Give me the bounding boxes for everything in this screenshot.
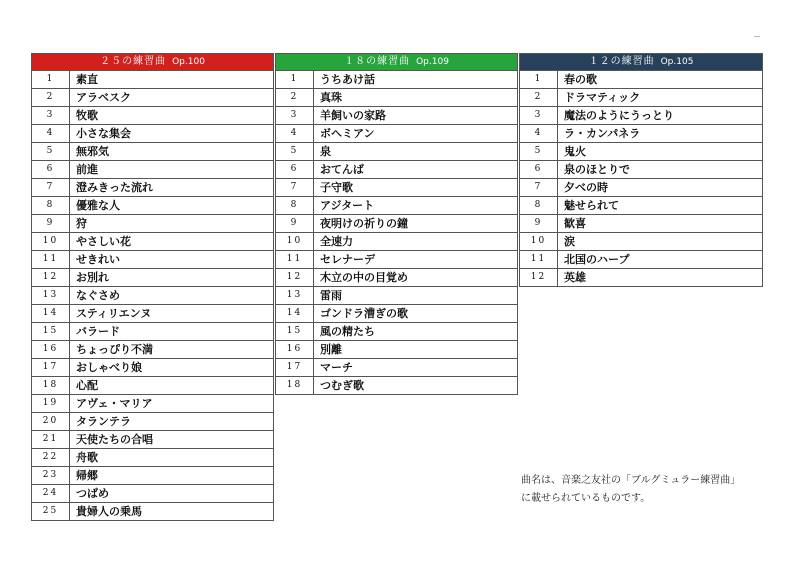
row-number: 7 — [520, 179, 558, 197]
table-row — [276, 341, 518, 359]
row-title: せきれい — [70, 251, 274, 269]
row-number: 6 — [276, 161, 314, 179]
row-title: アヴェ・マリア — [70, 395, 274, 413]
row-title: 前進 — [70, 161, 274, 179]
row-title: つむぎ歌 — [314, 377, 518, 395]
table-row — [32, 395, 274, 413]
row-number: 2 — [276, 89, 314, 107]
row-title: スティリエンヌ — [70, 305, 274, 323]
row-number: 22 — [32, 449, 70, 467]
table-row — [32, 287, 274, 305]
row-title: うちあけ話 — [314, 71, 518, 89]
table-row — [276, 107, 518, 125]
table-row — [520, 233, 763, 251]
row-title: ゴンドラ漕ぎの歌 — [314, 305, 518, 323]
row-title: マーチ — [314, 359, 518, 377]
row-title: 別離 — [314, 341, 518, 359]
row-number: 7 — [32, 179, 70, 197]
table-row — [32, 503, 274, 521]
table-row — [276, 215, 518, 233]
row-number: 24 — [32, 485, 70, 503]
row-title: 歓喜 — [558, 215, 763, 233]
row-title: 鬼火 — [558, 143, 763, 161]
table-row — [276, 179, 518, 197]
row-title: 無邪気 — [70, 143, 274, 161]
table-row — [520, 89, 763, 107]
row-title: 泉 — [314, 143, 518, 161]
footnote — [521, 472, 781, 508]
table-row — [32, 233, 274, 251]
row-title: 帰郷 — [70, 467, 274, 485]
table-op105 — [519, 53, 763, 287]
row-title: 羊飼いの家路 — [314, 107, 518, 125]
table-row — [32, 125, 274, 143]
row-number: 17 — [32, 359, 70, 377]
row-title: 狩 — [70, 215, 274, 233]
row-number: 17 — [276, 359, 314, 377]
row-number: 16 — [276, 341, 314, 359]
table-header-row — [32, 54, 274, 71]
table-header-row — [520, 54, 763, 71]
row-title: 真珠 — [314, 89, 518, 107]
scan-mark — [754, 36, 760, 37]
row-number: 6 — [520, 161, 558, 179]
table-row — [276, 233, 518, 251]
table-row — [276, 287, 518, 305]
row-number: 8 — [32, 197, 70, 215]
table-row — [32, 251, 274, 269]
table-row — [32, 359, 274, 377]
table-row — [276, 251, 518, 269]
row-title: バラード — [70, 323, 274, 341]
row-number: 14 — [276, 305, 314, 323]
table-heading — [276, 54, 518, 71]
row-number: 5 — [520, 143, 558, 161]
row-number: 15 — [276, 323, 314, 341]
row-title: 魅せられて — [558, 197, 763, 215]
row-title: 澄みきった流れ — [70, 179, 274, 197]
row-number: 2 — [32, 89, 70, 107]
row-number: 15 — [32, 323, 70, 341]
row-title: お別れ — [70, 269, 274, 287]
row-number: 1 — [32, 71, 70, 89]
row-title: 牧歌 — [70, 107, 274, 125]
row-number: 9 — [32, 215, 70, 233]
table-row — [276, 161, 518, 179]
row-title: 春の歌 — [558, 71, 763, 89]
table-row — [32, 449, 274, 467]
table-heading — [520, 54, 763, 71]
table-row — [520, 269, 763, 287]
table-row — [32, 413, 274, 431]
row-title: 優雅な人 — [70, 197, 274, 215]
table-header-row — [276, 54, 518, 71]
row-number: 4 — [276, 125, 314, 143]
row-title: タランテラ — [70, 413, 274, 431]
row-number: 9 — [276, 215, 314, 233]
row-number: 8 — [276, 197, 314, 215]
row-number: 2 — [520, 89, 558, 107]
row-number: 9 — [520, 215, 558, 233]
table-row — [276, 305, 518, 323]
table-heading — [32, 54, 274, 71]
table-row — [32, 179, 274, 197]
table-row — [32, 377, 274, 395]
row-number: 12 — [276, 269, 314, 287]
table-row — [276, 269, 518, 287]
table-row — [32, 341, 274, 359]
table-row — [32, 305, 274, 323]
row-number: 11 — [276, 251, 314, 269]
footnote-line: 曲名は、音楽之友社の「ブルグミュラー練習曲」 — [521, 475, 741, 486]
table-row — [32, 323, 274, 341]
row-title: セレナーデ — [314, 251, 518, 269]
row-title: なぐさめ — [70, 287, 274, 305]
row-title: 風の精たち — [314, 323, 518, 341]
row-number: 25 — [32, 503, 70, 521]
table-row — [276, 197, 518, 215]
table-row — [32, 161, 274, 179]
table-row — [32, 431, 274, 449]
row-title: 心配 — [70, 377, 274, 395]
row-title: 全速力 — [314, 233, 518, 251]
row-title: 英雄 — [558, 269, 763, 287]
row-number: 10 — [520, 233, 558, 251]
table-heading-opus: Op.109 — [416, 57, 449, 67]
row-title: やさしい花 — [70, 233, 274, 251]
row-number: 12 — [32, 269, 70, 287]
table-row — [32, 143, 274, 161]
row-number: 1 — [276, 71, 314, 89]
row-number: 5 — [276, 143, 314, 161]
table-row — [520, 179, 763, 197]
row-number: 21 — [32, 431, 70, 449]
table-op100 — [31, 53, 274, 521]
table-op109 — [275, 53, 518, 395]
row-title: 涙 — [558, 233, 763, 251]
table-row — [32, 107, 274, 125]
row-title: おてんば — [314, 161, 518, 179]
table-row — [520, 161, 763, 179]
table-row — [32, 269, 274, 287]
table-row — [32, 467, 274, 485]
row-number: 11 — [32, 251, 70, 269]
row-number: 7 — [276, 179, 314, 197]
row-number: 4 — [32, 125, 70, 143]
row-title: アラベスク — [70, 89, 274, 107]
table-row — [32, 485, 274, 503]
table-row — [520, 197, 763, 215]
row-title: 小さな集会 — [70, 125, 274, 143]
row-title: 天使たちの合唱 — [70, 431, 274, 449]
row-number: 10 — [32, 233, 70, 251]
row-title: 泉のほとりで — [558, 161, 763, 179]
row-number: 10 — [276, 233, 314, 251]
row-title: 子守歌 — [314, 179, 518, 197]
row-number: 4 — [520, 125, 558, 143]
row-number: 19 — [32, 395, 70, 413]
row-title: ドラマティック — [558, 89, 763, 107]
row-title: 木立の中の目覚め — [314, 269, 518, 287]
table-heading-title: ２５の練習曲 — [100, 56, 167, 67]
table-row — [520, 251, 763, 269]
table-row — [32, 71, 274, 89]
table-row — [32, 197, 274, 215]
table-row — [276, 71, 518, 89]
row-title: 魔法のようにうっとり — [558, 107, 763, 125]
footnote-line: に載せられているものです。 — [521, 493, 651, 504]
row-number: 3 — [32, 107, 70, 125]
row-title: 北国のハープ — [558, 251, 763, 269]
row-number: 13 — [276, 287, 314, 305]
table-row — [520, 107, 763, 125]
table-row — [276, 359, 518, 377]
row-title: 素直 — [70, 71, 274, 89]
table-heading-title: １８の練習曲 — [344, 56, 411, 67]
row-number: 18 — [276, 377, 314, 395]
row-number: 12 — [520, 269, 558, 287]
row-title: アジタート — [314, 197, 518, 215]
row-number: 18 — [32, 377, 70, 395]
table-heading-title: １２の練習曲 — [588, 56, 655, 67]
row-number: 20 — [32, 413, 70, 431]
row-title: 夕べの時 — [558, 179, 763, 197]
table-row — [520, 215, 763, 233]
table-row — [276, 377, 518, 395]
row-title: ちょっぴり不満 — [70, 341, 274, 359]
row-number: 5 — [32, 143, 70, 161]
row-number: 1 — [520, 71, 558, 89]
table-row — [520, 143, 763, 161]
table-row — [276, 125, 518, 143]
row-title: ボヘミアン — [314, 125, 518, 143]
row-number: 6 — [32, 161, 70, 179]
table-row — [276, 89, 518, 107]
table-row — [520, 125, 763, 143]
row-title: つばめ — [70, 485, 274, 503]
table-heading-opus: Op.100 — [172, 57, 205, 67]
table-row — [520, 71, 763, 89]
row-title: 舟歌 — [70, 449, 274, 467]
row-number: 23 — [32, 467, 70, 485]
row-number: 8 — [520, 197, 558, 215]
row-number: 13 — [32, 287, 70, 305]
table-row — [32, 89, 274, 107]
row-number: 16 — [32, 341, 70, 359]
table-heading-opus: Op.105 — [660, 57, 694, 67]
row-title: 雷雨 — [314, 287, 518, 305]
row-number: 14 — [32, 305, 70, 323]
table-row — [276, 323, 518, 341]
row-title: ラ・カンパネラ — [558, 125, 763, 143]
row-number: 11 — [520, 251, 558, 269]
table-row — [276, 143, 518, 161]
row-title: 夜明けの祈りの鐘 — [314, 215, 518, 233]
row-title: おしゃべり娘 — [70, 359, 274, 377]
row-number: 3 — [520, 107, 558, 125]
row-title: 貴婦人の乗馬 — [70, 503, 274, 521]
table-row — [32, 215, 274, 233]
row-number: 3 — [276, 107, 314, 125]
